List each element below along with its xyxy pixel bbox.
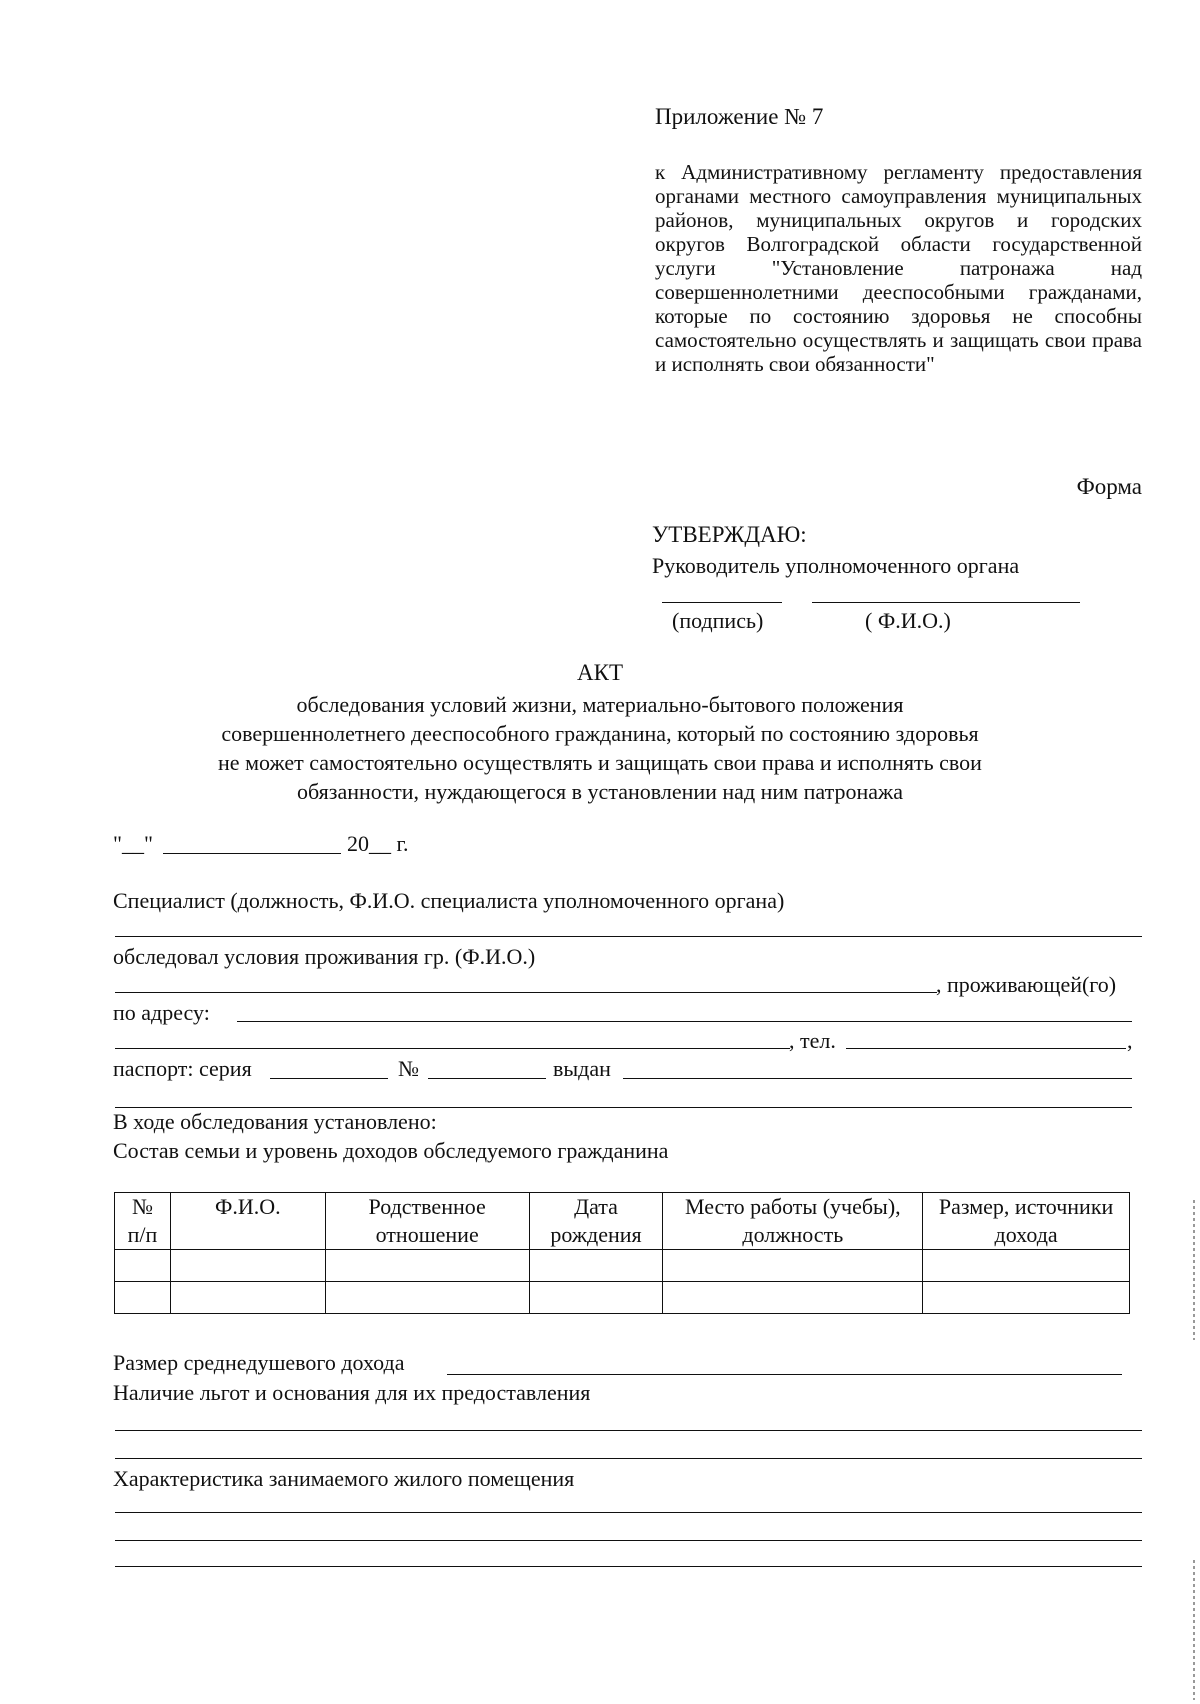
act-subtitle-line: совершеннолетнего дееспособного гражданина, который по состоянию здоровья <box>221 721 979 746</box>
benefits-line-1 <box>115 1430 1142 1431</box>
avg-income-label: Размер среднедушевого дохода <box>113 1350 405 1375</box>
residing-label: , проживающей(го) <box>936 972 1117 997</box>
passport-series-label: паспорт: серия <box>113 1056 252 1081</box>
name-caption: ( Ф.И.О.) <box>865 608 951 633</box>
col-header-workplace: Место работы (учебы), должность <box>663 1193 923 1250</box>
col-header-income: Размер, источники дохода <box>923 1193 1130 1250</box>
passport-series-line <box>270 1078 388 1079</box>
housing-label: Характеристика занимаемого жилого помещения <box>113 1466 575 1491</box>
appendix-number: Приложение № 7 <box>655 104 824 129</box>
specialist-line <box>115 936 1142 937</box>
phone-comma: , <box>1127 1028 1133 1053</box>
housing-line-2 <box>115 1540 1142 1541</box>
benefits-line-2 <box>115 1458 1142 1459</box>
col-header-birthdate: Дата рождения <box>529 1193 663 1250</box>
date-day: "__" <box>113 831 153 856</box>
signature-caption: (подпись) <box>672 608 764 633</box>
passport-number-line <box>428 1078 546 1079</box>
table-cell[interactable] <box>170 1282 325 1314</box>
table-cell[interactable] <box>923 1250 1130 1282</box>
act-subtitle-line: не может самостоятельно осуществлять и защищать свои права и исполнять свои <box>218 750 982 775</box>
issued-line-2 <box>115 1107 1132 1108</box>
col-header-name: Ф.И.О. <box>170 1193 325 1250</box>
established-label: В ходе обследования установлено: <box>113 1109 437 1134</box>
family-heading: Состав семьи и уровень доходов обследуемого гражданина <box>113 1138 669 1163</box>
table-cell[interactable] <box>115 1250 171 1282</box>
table-cell[interactable] <box>529 1282 663 1314</box>
table-row <box>115 1282 1130 1314</box>
form-label: Форма <box>1076 474 1142 499</box>
approval-role: Руководитель уполномоченного органа <box>652 553 1020 578</box>
table-row <box>115 1250 1130 1282</box>
table-cell[interactable] <box>325 1282 529 1314</box>
table-cell[interactable] <box>115 1282 171 1314</box>
table-cell[interactable] <box>325 1250 529 1282</box>
citizen-name-line <box>115 992 937 993</box>
date-month-line <box>163 853 341 854</box>
table-cell[interactable] <box>170 1250 325 1282</box>
col-header-relation: Родственное отношение <box>325 1193 529 1250</box>
issued-label: выдан <box>553 1056 611 1081</box>
table-cell[interactable] <box>529 1250 663 1282</box>
housing-line-1 <box>115 1512 1142 1513</box>
signature-line <box>662 602 782 603</box>
address-line-2 <box>115 1048 790 1049</box>
address-line-1 <box>237 1021 1132 1022</box>
family-income-table <box>114 1192 1130 1314</box>
issued-line <box>623 1078 1132 1079</box>
benefits-label: Наличие льгот и основания для их предоставления <box>113 1380 591 1405</box>
act-subtitle-line: обязанности, нуждающегося в установлении над ним патронажа <box>297 779 903 804</box>
approver-name-line <box>812 602 1080 603</box>
inspected-label: обследовал условия проживания гр. (Ф.И.О.) <box>113 944 536 969</box>
housing-line-3 <box>115 1566 1142 1567</box>
act-title: АКТ <box>577 660 623 685</box>
act-subtitle <box>130 690 1070 806</box>
scan-edge-mark <box>1193 1200 1195 1340</box>
avg-income-line <box>447 1374 1122 1375</box>
specialist-label: Специалист (должность, Ф.И.О. специалиста уполномоченного органа) <box>113 888 785 913</box>
table-cell[interactable] <box>923 1282 1130 1314</box>
regulation-reference: к Административному регламенту предоставления органами местного самоуправления муниципальных районов, муниципальных округов и городских округов Волгоградской области государственной услуги "Установление патронажа над совершеннолетними дееспособными гражданами, которые по состоянию здоровья не способны самостоятельно осуществлять и защищать свои права и исполнять свои обязанности" <box>655 160 1142 376</box>
table-cell[interactable] <box>663 1282 923 1314</box>
table-header-row <box>115 1193 1130 1250</box>
col-header-number: № п/п <box>115 1193 171 1250</box>
date-year: 20__ г. <box>347 831 409 856</box>
approval-title: УТВЕРЖДАЮ: <box>652 522 807 547</box>
act-subtitle-line: обследования условий жизни, материально-бытового положения <box>296 692 904 717</box>
scan-edge-mark <box>1193 1560 1195 1700</box>
phone-line <box>846 1048 1126 1049</box>
table-cell[interactable] <box>663 1250 923 1282</box>
passport-number-label: № <box>398 1056 419 1081</box>
address-label: по адресу: <box>113 1000 210 1025</box>
phone-label: , тел. <box>789 1028 836 1053</box>
